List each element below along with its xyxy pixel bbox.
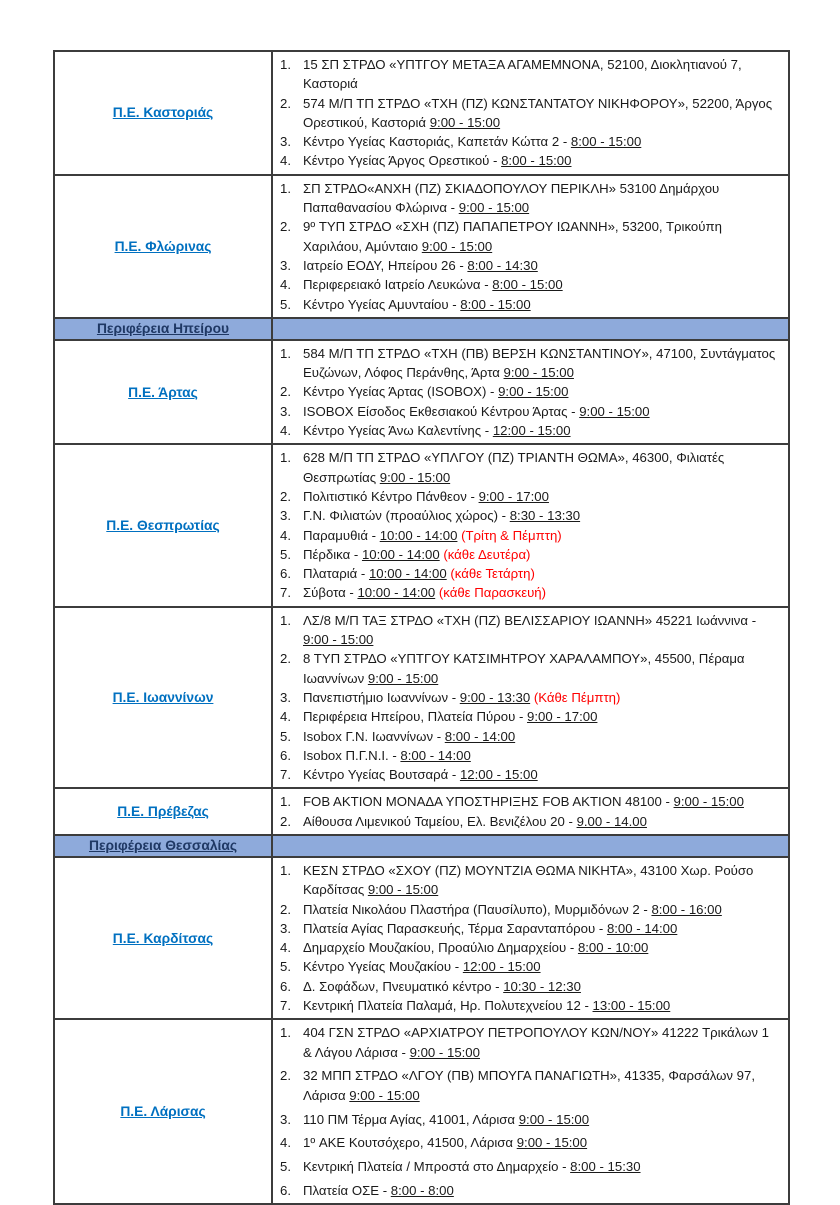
locations-cell (273, 445, 788, 605)
region-cell (55, 608, 273, 788)
location-name: ΣΠ ΣΤΡΔΟ«ΑΝΧΗ (ΠΖ) ΣΚΙΑΔΟΠΟΥΛΟΥ ΠΕΡΙΚΛΗ» 53100 Δημάρχου Παπαθανασίου Φλώρινα - (303, 180, 720, 216)
location-item (273, 506, 780, 525)
opening-hours: 8:00 - 8:00 (390, 1182, 454, 1198)
location-text (303, 977, 780, 996)
location-name: Κεντρική Πλατεία / Μπροστά στο Δημαρχείο - (303, 1159, 571, 1175)
item-number: 1. (280, 862, 291, 878)
location-text (303, 344, 780, 383)
opening-hours: 8:00 - 14:00 (444, 728, 516, 744)
location-text (303, 1023, 780, 1062)
location-name: 8 ΤΥΠ ΣΤΡΔΟ «ΥΠΤΓΟΥ ΚΑΤΣΙΜΗΤΡΟΥ ΧΑΡΑΛΑΜΠΟΥ», 45500, Πέραμα Ιωαννίνων (303, 651, 745, 686)
region-cell (55, 319, 273, 339)
location-name: ΚΕΣΝ ΣΤΡΔΟ «ΣΧΟΥ (ΠΖ) ΜΟΥΝΤΖΙΑ ΘΩΜΑ ΝΙΚΗΤΑ», 43100 Χωρ. Ρούσο Καρδίτσας (303, 862, 754, 898)
location-item (273, 746, 780, 765)
location-text (303, 94, 780, 133)
region-cell (55, 445, 273, 605)
opening-hours: 9:00 - 15:00 (421, 238, 493, 254)
location-name: Πανεπιστήμιο Ιωαννίνων - (303, 689, 460, 705)
opening-hours: 9:00 - 17:00 (478, 488, 549, 504)
location-text (303, 812, 780, 831)
location-item (273, 900, 780, 919)
opening-hours: 9:00 - 17:00 (527, 709, 598, 725)
item-number: 3. (280, 257, 291, 273)
location-text (303, 1157, 780, 1176)
region-row (55, 858, 788, 1020)
opening-hours: 8:00 - 14:00 (606, 920, 678, 936)
location-name: Σύβοτα - (303, 585, 358, 601)
item-number: 1. (280, 1025, 291, 1041)
item-number: 5. (280, 728, 291, 744)
location-name: 32 ΜΠΠ ΣΤΡΔΟ «ΛΓΟΥ (ΠΒ) ΜΠΟΥΓΑ ΠΑΝΑΓΙΩΤΗ», 41335, Φαρσάλων 97, Λάρισα (303, 1068, 756, 1103)
location-item (273, 487, 780, 506)
opening-hours: 12:00 - 15:00 (462, 959, 541, 975)
location-item (273, 151, 780, 170)
schedule-note: (κάθε Τετάρτη) (446, 566, 535, 582)
region-cell (55, 341, 273, 443)
location-list (273, 344, 780, 440)
item-number: 3. (280, 508, 291, 524)
location-item (273, 179, 780, 218)
location-name: 574 Μ/Π ΤΠ ΣΤΡΔΟ «ΤΧΗ (ΠΖ) ΚΩΝΣΤΑΝΤΑΤΟΥ ΝΙΚΗΦΟΡΟΥ», 52200, Άργος Ορεστικού, Καστοριά (303, 95, 773, 130)
item-number: 7. (280, 767, 291, 783)
region-row (55, 341, 788, 445)
region-cell (55, 176, 273, 317)
location-item (273, 792, 780, 811)
opening-hours: 9:00 - 15:00 (579, 403, 650, 419)
location-text (303, 506, 780, 525)
location-item (273, 256, 780, 275)
location-text (303, 1133, 780, 1152)
location-text (303, 919, 780, 938)
location-name: Πλατεία Νικολάου Πλαστήρα (Παυσίλυπο), Μυρμιδόνων 2 - (303, 901, 652, 917)
opening-hours: 9:00 - 15:00 (367, 882, 439, 898)
locations-cell (273, 836, 788, 856)
opening-hours: 9:00 - 15:00 (503, 365, 574, 381)
location-text (303, 179, 780, 218)
item-number: 1. (280, 57, 291, 72)
region-row (55, 445, 788, 607)
location-text (303, 996, 780, 1015)
region-row (55, 1020, 788, 1203)
location-item (273, 977, 780, 996)
location-name: Isobox Γ.Ν. Ιωαννίνων - (303, 728, 445, 744)
item-number: 2. (280, 95, 291, 111)
item-number: 3. (280, 689, 291, 705)
location-name: Αίθουσα Λιμενικού Ταμείου, Ελ. Βενιζέλου 20 - (303, 813, 577, 829)
location-item (273, 132, 780, 151)
location-item (273, 1110, 780, 1129)
location-list (273, 55, 780, 171)
location-text (303, 688, 780, 707)
location-item (273, 861, 780, 900)
location-list (273, 1023, 780, 1200)
location-item (273, 402, 780, 421)
item-number: 5. (280, 296, 291, 312)
location-name: Δ. Σοφάδων, Πνευματικό κέντρο - (303, 978, 504, 994)
location-item (273, 765, 780, 784)
location-list (273, 792, 780, 831)
opening-hours: 9:00 - 15:00 (458, 200, 530, 216)
location-name: ΛΣ/8 Μ/Π ΤΑΞ ΣΤΡΔΟ «ΤΧΗ (ΠΖ) ΒΕΛΙΣΣΑΡΙΟΥ ΙΩΑΝΝΗ» 45221 Ιωάννινα - (303, 612, 757, 628)
location-name: Παραμυθιά - (303, 527, 380, 543)
location-text (303, 402, 780, 421)
location-text (303, 275, 780, 294)
item-number: 2. (280, 488, 291, 504)
location-name: Περιφερειακό Ιατρείο Λευκώνα - (303, 277, 493, 293)
location-text (303, 583, 780, 602)
item-number: 6. (280, 978, 291, 994)
item-number: 3. (280, 403, 291, 419)
item-number: 2. (280, 651, 291, 667)
location-name: 9º ΤΥΠ ΣΤΡΔΟ «ΣΧΗ (ΠΖ) ΠΑΠΑΠΕΤΡΟΥ ΙΩΑΝΝΗ», 53200, Τρικούπη Χαριλάου, Αμύνταιο (303, 219, 722, 254)
location-text (303, 55, 780, 94)
location-text (303, 957, 780, 976)
location-text (303, 746, 780, 765)
location-name: Κέντρο Υγείας Άνω Καλεντίνης - (303, 423, 493, 439)
opening-hours: 9.00 - 14.00 (576, 813, 647, 829)
region-cell (55, 789, 273, 834)
location-item (273, 295, 780, 314)
location-item (273, 448, 780, 487)
opening-hours: 8:00 - 14:30 (467, 257, 538, 273)
location-text (303, 217, 780, 256)
location-name: 110 ΠΜ Τέρμα Αγίας, 41001, Λάρισα (303, 1111, 519, 1127)
item-number: 4. (280, 277, 291, 293)
item-number: 3. (280, 920, 291, 936)
location-text (303, 611, 780, 650)
item-number: 6. (280, 747, 291, 763)
item-number: 7. (280, 998, 291, 1014)
opening-hours: 13:00 - 15:00 (592, 998, 671, 1014)
location-item (273, 526, 780, 545)
location-text (303, 256, 780, 275)
region-label: Π.Ε. Άρτας (128, 384, 198, 400)
location-name: Πλατεία ΟΣΕ - (303, 1182, 391, 1198)
item-number: 4. (280, 940, 291, 956)
location-name: ISOBOX Είσοδος Εκθεσιακού Κέντρου Άρτας - (303, 403, 580, 419)
locations-cell (273, 1020, 788, 1203)
opening-hours: 8:00 - 10:00 (577, 940, 649, 956)
location-text (303, 727, 780, 746)
location-item (273, 611, 780, 650)
location-item (273, 583, 780, 602)
opening-hours: 8:30 - 13:30 (509, 508, 581, 524)
region-label: Π.Ε. Ιωαννίνων (112, 690, 214, 706)
opening-hours: 9:00 - 15:00 (303, 632, 374, 648)
location-item (273, 812, 780, 831)
location-text (303, 900, 780, 919)
item-number: 4. (280, 527, 291, 543)
location-text (303, 765, 780, 784)
opening-hours: 9:00 - 13:30 (459, 689, 531, 705)
locations-cell (273, 858, 788, 1018)
schedule-note: (κάθε Παρασκευή) (435, 585, 547, 601)
item-number: 2. (280, 813, 291, 829)
region-cell (55, 836, 273, 856)
location-text (303, 1066, 780, 1105)
section-header-row (55, 319, 788, 341)
opening-hours: 10:00 - 14:00 (368, 566, 447, 582)
item-number: 4. (280, 709, 291, 725)
location-item (273, 275, 780, 294)
section-header-label: Περιφέρεια Θεσσαλίας (88, 838, 237, 854)
location-name: 584 Μ/Π ΤΠ ΣΤΡΔΟ «ΤΧΗ (ΠΒ) ΒΕΡΣΗ ΚΩΝΣΤΑΝΤΙΝΟΥ», 47100, Συντάγματος Ευζώνων, Λόφος Περάνθης, Άρτα (303, 345, 776, 381)
opening-hours: 12:00 - 15:00 (492, 423, 571, 439)
item-number: 5. (280, 546, 291, 562)
location-item (273, 382, 780, 401)
region-row (55, 608, 788, 790)
location-item (273, 1133, 780, 1152)
schedule-note: (Τρίτη & Πέμπτη) (457, 527, 562, 543)
item-number: 1. (280, 345, 291, 361)
region-cell (55, 858, 273, 1018)
region-label: Π.Ε. Πρέβεζας (117, 804, 209, 820)
location-list (273, 179, 780, 314)
location-name: Κέντρο Υγείας Άργος Ορεστικού - (303, 153, 502, 169)
location-name: 15 ΣΠ ΣΤΡΔΟ «ΥΠΤΓΟΥ ΜΕΤΑΞΑ ΑΓΑΜΕΜΝΟΝΑ, 52100, Διοκλητιανού 7, Καστοριά (303, 57, 742, 92)
opening-hours: 10:00 - 14:00 (361, 546, 440, 562)
item-number: 6. (280, 1182, 291, 1198)
location-item (273, 957, 780, 976)
location-name: Κέντρο Υγείας Άρτας (ISOBOX) - (303, 384, 499, 400)
section-header-row (55, 836, 788, 858)
location-name: Κεντρική Πλατεία Παλαμά, Ηρ. Πολυτεχνείου 12 - (303, 998, 593, 1014)
item-number: 1. (280, 612, 291, 628)
opening-hours: 9:00 - 15:00 (498, 384, 569, 400)
opening-hours: 8:00 - 14:00 (400, 747, 471, 763)
location-list (273, 611, 780, 785)
opening-hours: 10:00 - 14:00 (379, 527, 458, 543)
location-text (303, 526, 780, 545)
location-name: Πλατεία Αγίας Παρασκευής, Τέρμα Σαρανταπόρου - (303, 920, 607, 936)
item-number: 1. (280, 794, 291, 810)
location-item (273, 649, 780, 688)
location-name: Κέντρο Υγείας Αμυνταίου - (303, 296, 461, 312)
location-text (303, 564, 780, 583)
location-text (303, 938, 780, 957)
location-name: Γ.Ν. Φιλιατών (προαύλιος χώρος) - (303, 508, 510, 524)
opening-hours: 9:00 - 15:00 (518, 1111, 590, 1127)
opening-hours: 8:00 - 15:00 (501, 153, 572, 169)
location-item (273, 545, 780, 564)
location-item (273, 217, 780, 256)
opening-hours: 12:00 - 15:00 (459, 767, 538, 783)
section-header-label: Περιφέρεια Ηπείρου (96, 321, 230, 337)
location-name: 404 ΓΣΝ ΣΤΡΔΟ «ΑΡΧΙΑΤΡΟΥ ΠΕΤΡΟΠΟΥΛΟΥ ΚΩΝ/ΝΟΥ» 41222 Τρικάλων 1 & Λάγου Λάρισα - (303, 1025, 769, 1060)
location-name: Κέντρο Υγείας Καστοριάς, Καπετάν Κώττα 2 - (303, 134, 571, 150)
region-row (55, 789, 788, 836)
location-text (303, 421, 780, 440)
region-row (55, 176, 788, 319)
location-text (303, 707, 780, 726)
opening-hours: 8:00 - 15:00 (570, 134, 642, 150)
opening-hours: 9:00 - 15:00 (516, 1135, 588, 1151)
locations-cell (273, 319, 788, 339)
opening-hours: 9:00 - 15:00 (349, 1087, 420, 1103)
location-name: Πλαταριά - (303, 566, 369, 582)
region-label: Π.Ε. Λάρισας (120, 1104, 206, 1120)
location-name: Πολιτιστικό Κέντρο Πάνθεον - (303, 488, 479, 504)
opening-hours: 9:00 - 15:00 (409, 1044, 480, 1060)
item-number: 3. (280, 134, 291, 150)
opening-hours: 8:00 - 16:00 (651, 901, 722, 917)
item-number: 4. (280, 153, 291, 169)
location-text (303, 448, 780, 487)
item-number: 5. (280, 959, 291, 975)
location-text (303, 487, 780, 506)
location-item (273, 564, 780, 583)
region-label: Π.Ε. Καστοριάς (112, 105, 214, 121)
location-name: FOB AKTION ΜΟΝΑΔΑ ΥΠΟΣΤΗΡΙΞΗΣ FOB AKTION 48100 - (303, 794, 674, 810)
region-row (55, 52, 788, 176)
location-item (273, 421, 780, 440)
item-number: 4. (280, 423, 291, 439)
region-cell (55, 52, 273, 174)
opening-hours: 9:00 - 15:00 (429, 114, 501, 130)
location-text (303, 295, 780, 314)
location-text (303, 132, 780, 151)
opening-hours: 10:00 - 14:00 (357, 585, 436, 601)
location-item (273, 938, 780, 957)
location-text (303, 1110, 780, 1129)
opening-hours: 8:00 - 15:30 (570, 1159, 641, 1175)
location-item (273, 1181, 780, 1200)
opening-hours: 9:00 - 15:00 (379, 469, 451, 485)
locations-cell (273, 341, 788, 443)
vaccination-locations-table (53, 50, 790, 1205)
location-name: Περιφέρεια Ηπείρου, Πλατεία Πύρου - (303, 709, 528, 725)
location-name: Πέρδικα - (303, 546, 362, 562)
location-name: 628 Μ/Π ΤΠ ΣΤΡΔΟ «ΥΠΛΓΟΥ (ΠΖ) ΤΡΙΑΝΤΗ ΘΩΜΑ», 46300, Φιλιατές Θεσπρωτίας (303, 450, 725, 485)
location-list (273, 448, 780, 602)
item-number: 1. (280, 450, 291, 466)
location-name: Isobox Π.Γ.Ν.Ι. - (303, 747, 401, 763)
location-item (273, 996, 780, 1015)
location-item (273, 1157, 780, 1176)
region-label: Π.Ε. Φλώρινας (114, 238, 212, 254)
item-number: 5. (280, 1159, 291, 1175)
location-list (273, 861, 780, 1015)
location-name: Κέντρο Υγείας Μουζακίου - (303, 959, 463, 975)
location-name: Ιατρείο ΕΟΔΥ, Ηπείρου 26 - (303, 257, 468, 273)
region-label: Π.Ε. Θεσπρωτίας (106, 518, 220, 534)
item-number: 2. (280, 1068, 291, 1084)
location-item (273, 727, 780, 746)
locations-cell (273, 789, 788, 834)
region-cell (55, 1020, 273, 1203)
location-text (303, 792, 780, 811)
location-item (273, 919, 780, 938)
location-name: Δημαρχείο Μουζακίου, Προαύλιο Δημαρχείου - (303, 940, 578, 956)
location-text (303, 861, 780, 900)
opening-hours: 8:00 - 15:00 (492, 277, 563, 293)
item-number: 6. (280, 566, 291, 582)
item-number: 2. (280, 901, 291, 917)
opening-hours: 9:00 - 15:00 (367, 670, 439, 686)
location-item (273, 1066, 780, 1105)
schedule-note: (κάθε Δευτέρα) (439, 546, 531, 562)
location-text (303, 649, 780, 688)
opening-hours: 10:30 - 12:30 (503, 978, 581, 994)
location-item (273, 688, 780, 707)
location-text (303, 1181, 780, 1200)
location-item (273, 707, 780, 726)
item-number: 4. (280, 1135, 291, 1151)
item-number: 2. (280, 384, 291, 400)
item-number: 7. (280, 585, 291, 601)
item-number: 1. (280, 180, 291, 196)
region-label: Π.Ε. Καρδίτσας (112, 930, 214, 946)
location-text (303, 545, 780, 564)
location-item (273, 344, 780, 383)
location-text (303, 382, 780, 401)
locations-cell (273, 52, 788, 174)
locations-cell (273, 176, 788, 317)
location-item (273, 55, 780, 94)
item-number: 2. (280, 219, 291, 235)
location-text (303, 151, 780, 170)
item-number: 3. (280, 1111, 291, 1127)
schedule-note: (Κάθε Πέμπτη) (530, 689, 621, 705)
opening-hours: 9:00 - 15:00 (673, 794, 744, 810)
location-item (273, 1023, 780, 1062)
location-item (273, 94, 780, 133)
location-name: Κέντρο Υγείας Βουτσαρά - (303, 767, 460, 783)
location-name: 1º ΑΚΕ Κουτσόχερο, 41500, Λάρισα (303, 1135, 517, 1151)
opening-hours: 8:00 - 15:00 (460, 296, 531, 312)
locations-cell (273, 608, 788, 788)
